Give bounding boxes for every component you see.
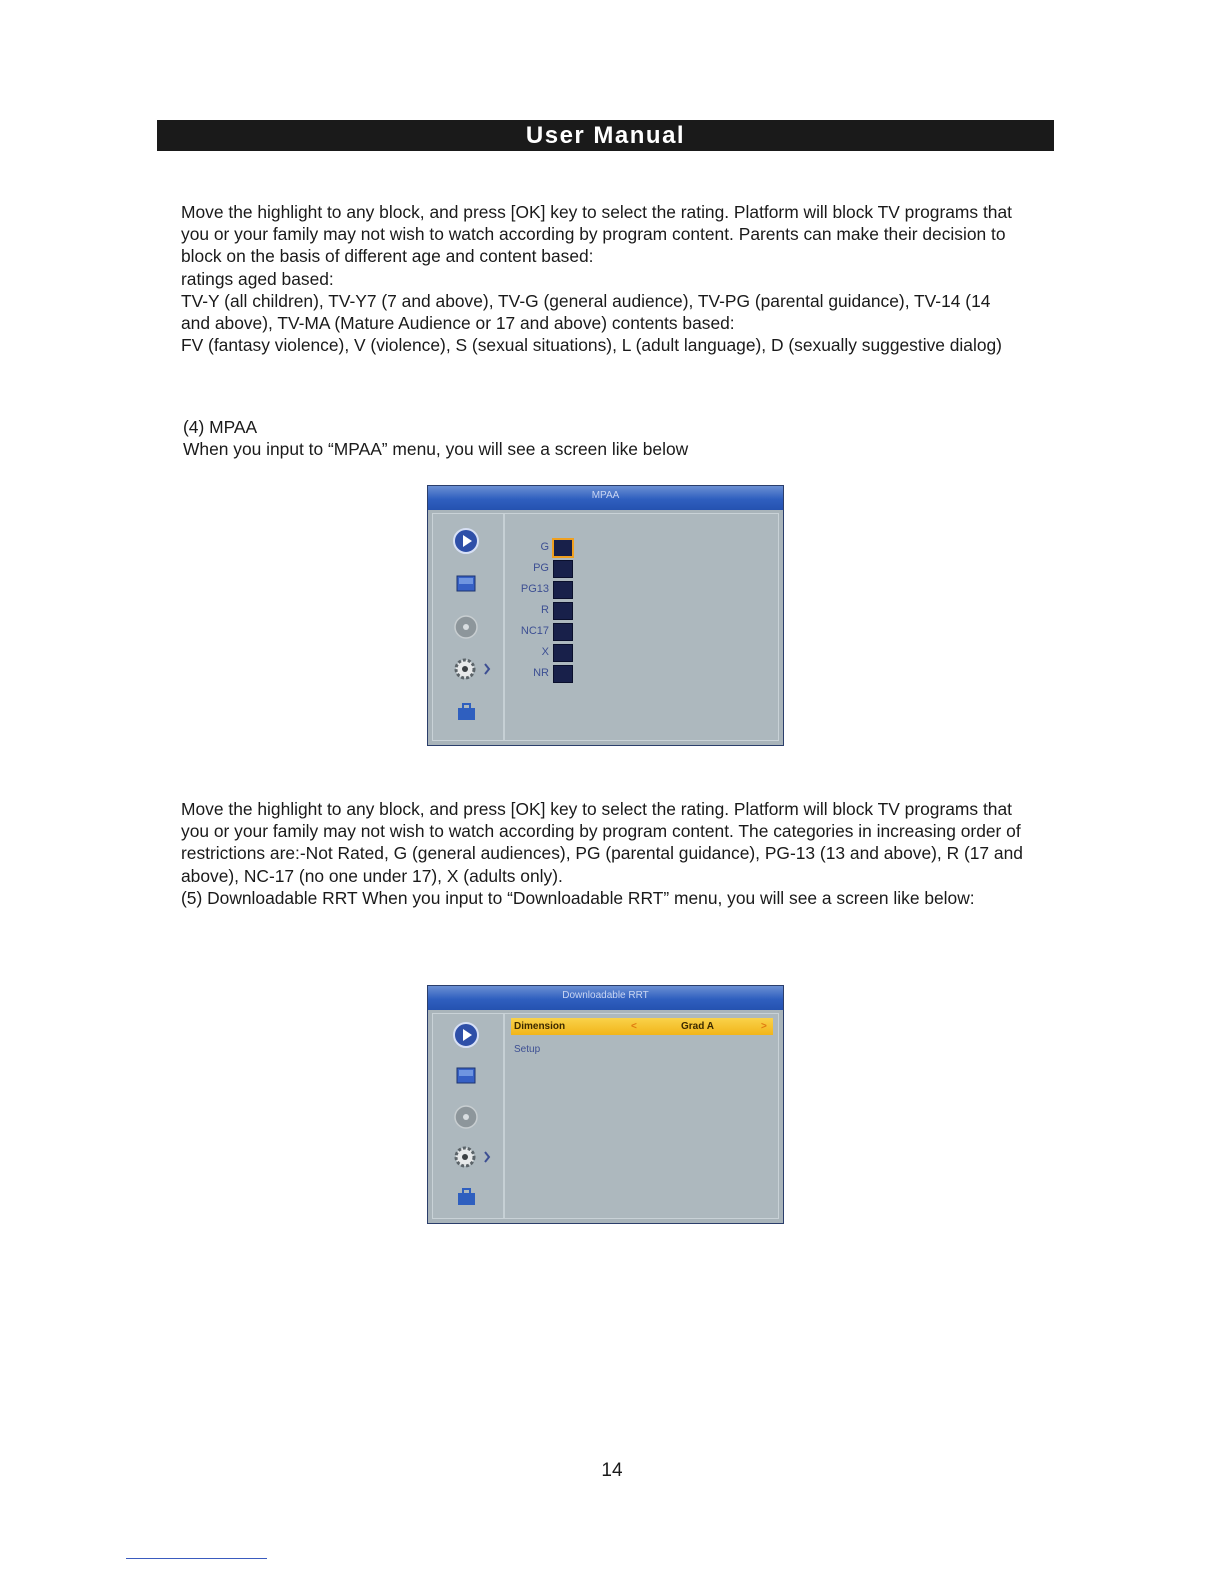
disc-icon[interactable] [451, 1102, 481, 1132]
tv-icon[interactable] [451, 569, 481, 599]
settings-gear-icon[interactable] [451, 1142, 493, 1172]
page-number: 14 [601, 1460, 623, 1481]
rating-lock-box[interactable] [553, 581, 573, 599]
page-header: User Manual [157, 120, 1054, 151]
text-line: above), NC-17 (no one under 17), X (adults only). [181, 865, 563, 886]
mpaa-menu-screenshot [427, 485, 784, 746]
rating-row[interactable] [509, 559, 579, 579]
settings-gear-icon[interactable] [451, 654, 493, 684]
rating-row[interactable] [509, 601, 579, 621]
text-line: and above), TV-MA (Mature Audience or 17 and above) contents based: [181, 313, 735, 334]
setup-label: Setup [514, 1044, 541, 1055]
rating-label: G [540, 541, 549, 553]
section-intro: When you input to “MPAA” menu, you will see a screen like below [183, 439, 689, 460]
menu-title: MPAA [428, 486, 783, 510]
ratings-description [181, 201, 1081, 356]
footnote-rule [126, 1558, 267, 1559]
text-line: restrictions are:-Not Rated, G (general audiences), PG (parental guidance), PG-13 (13 and above), R (17 and [181, 843, 1023, 864]
arrow-left-icon[interactable]: < [631, 1021, 637, 1032]
rating-lock-box[interactable] [553, 644, 573, 662]
dimension-value: Grad A [681, 1021, 714, 1032]
text-line: (5) Downloadable RRT When you input to “Downloadable RRT” menu, you will see a screen like below: [181, 887, 975, 908]
rating-lock-box[interactable] [553, 602, 573, 620]
text-line: block on the basis of different age and content based: [181, 246, 594, 267]
rrt-menu-screenshot [427, 985, 784, 1224]
section-heading: (4) MPAA [183, 417, 258, 437]
rating-lock-box[interactable] [553, 623, 573, 641]
text-line: ratings aged based: [181, 268, 334, 289]
rating-lock-box[interactable] [553, 560, 573, 578]
mpaa-description [181, 798, 1081, 909]
tv-icon[interactable] [451, 1061, 481, 1091]
rating-label: NR [533, 667, 549, 679]
dimension-label: Dimension [514, 1021, 566, 1032]
rating-row[interactable] [509, 538, 579, 558]
menu-sidebar [433, 514, 505, 740]
mpaa-section [183, 416, 1083, 460]
menu-title: Downloadable RRT [428, 986, 783, 1010]
text-line: Move the highlight to any block, and press [OK] key to select the rating. Platform will block TV programs that [181, 799, 1012, 819]
dimension-selector[interactable] [511, 1018, 773, 1035]
rating-label: PG [533, 562, 549, 574]
disc-icon[interactable] [451, 612, 481, 642]
text-line: Move the highlight to any block, and press [OK] key to select the rating. Platform will block TV programs that [181, 202, 1012, 222]
play-icon[interactable] [451, 526, 481, 556]
menu-sidebar [433, 1014, 505, 1218]
arrow-right-icon[interactable]: > [761, 1021, 767, 1032]
rating-row[interactable] [509, 580, 579, 600]
rating-label: PG13 [520, 583, 549, 595]
toolbox-icon[interactable] [451, 1182, 481, 1212]
rating-label: NC17 [520, 625, 549, 637]
text-line: you or your family may not wish to watch according by program content. The categories in increasing order of [181, 821, 1021, 842]
setup-item[interactable] [511, 1041, 773, 1058]
rating-row[interactable] [509, 664, 579, 684]
rating-label: R [541, 604, 549, 616]
rating-row[interactable] [509, 643, 579, 663]
play-icon[interactable] [451, 1020, 481, 1050]
rating-row[interactable] [509, 622, 579, 642]
text-line: FV (fantasy violence), V (violence), S (sexual situations), L (adult language), D (sexually suggestive dialog) [181, 335, 1002, 356]
text-line: TV-Y (all children), TV-Y7 (7 and above), TV-G (general audience), TV-PG (parental guidance), TV-14 (14 [181, 290, 991, 311]
rating-lock-box[interactable] [553, 665, 573, 683]
rating-lock-box[interactable] [552, 538, 574, 558]
text-line: you or your family may not wish to watch according by program content. Parents can make their decision to [181, 224, 1006, 245]
rating-label: X [541, 646, 549, 658]
toolbox-icon[interactable] [451, 697, 481, 727]
